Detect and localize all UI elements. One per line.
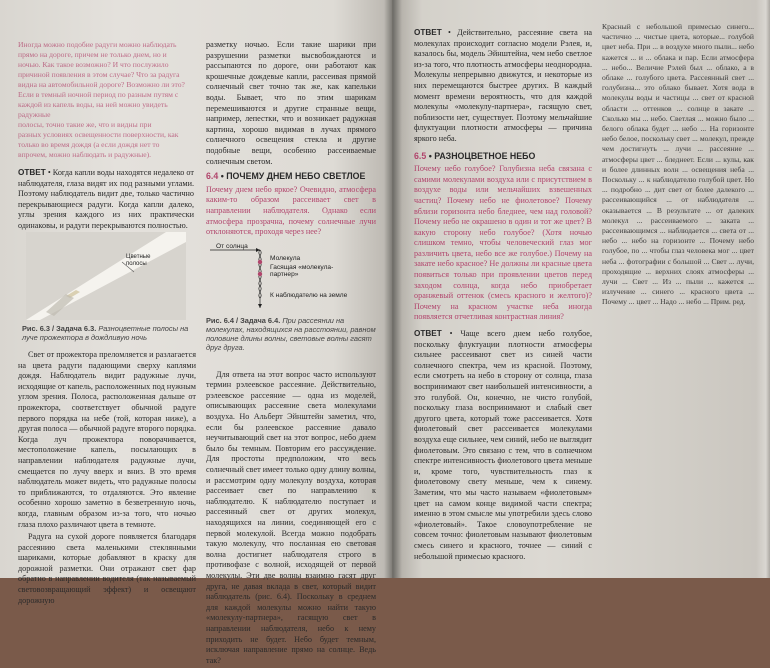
answer-6-3 [18,168,194,232]
section-6-4-heading [206,171,376,182]
spotlight-beam-image [26,232,186,320]
left-col-2 [206,40,376,668]
right-page [392,0,770,578]
label-observer: К наблюдателю на земле [270,291,348,299]
left-col-1-body [18,350,196,608]
page-edge-shadow [756,0,770,578]
section-bullet: • [428,150,432,161]
photo-caption: Рис. 6.3 / Задача 6.3. Разноцветные полосы на луче прожектора в дождливую ночь [22,324,189,342]
section-title: ПОЧЕМУ ДНЕМ НЕБО СВЕТЛОЕ [226,171,366,182]
answer-lead: ОТВЕТ [18,168,46,177]
label-partner: Гасящая «молекула-партнер» [270,263,334,279]
col2-intro: разметку ночью. Если такие шарики при разрушении разметки высвобождаются и рассыпаются по дороге, они работают как крошечные дождевые капли, рассеивая прямой солнечный свет точно так же, как капельки воды. Бывает, что по этим шарикам перемешиваются и другие странные вещи, например, лепестки, что и возникает радужная картина, хорошо видимая в лучах прямого солнечного освещения стекла и другие подобные вещи, особенно рассеиваемые солнечным светом. [206,40,376,166]
molecule-dot [258,259,262,263]
section-bullet: • [220,171,224,182]
right-col2-text: Красный с небольшой примесью синего... частично ... чистые цвета, которые... голубой цвет неба. При ... в воздухе много пыли... небо кажется ... и ... облака и пар. Если атмосфера ... небо... Величие Рэлей был ... облако, а в облаке ... голубого цвета. Рассеянный свет ... голубизна... это облако бывает. Хотя вода в молекулы воды и частицы ... свет от красной области ... оттенков ... солнце в закате ... Сколько мы ... небо. Светлая ... можно было ... белого облака будет ... небо ... На горизонте небо белое, поскольку свет ... молекул, прежде чем достигнуть ... лучи ... рассеяние ... атмосферы цвет ... бледнеет. Если ... кулы, как и более длинных волн ... освещения неба ... Поскольку ... к наблюдателю голубой цвет. Но ... подробно ... дит свет от более далекого ... рассеивающийся ... от наблюдателя ... оказывается ... В результате ... от далеких молекул ... рассеиваемого ... заката ... рассеивающимся ... наблюдается ... света от ... небо ... небо на горизонте ... Почему небо голубое, по ... чтобы глаз человека мог ... цвет неба ... фотографии с большой ... Свет ... лучи, проходящие ... верхних слоях атмосферы ... лучи ... Свет ... Из ... пыли ... кажется ... излучение ... синего ... красного цвета ... Почему ... цвет ... Надо ... небо ... Прим. ред. [602,22,754,307]
body-paragraph-2: Радуга на сухой дороге появляется благодаря рассеянию света маленькими стеклянными шариками, которые добавляют в краску для дорожной разметки. Они отражают свет фар обратно в направлении водителя (так называемый световозвращающий эффект) и освещают дорожную [18,532,196,605]
answer-lead: ОТВЕТ [414,28,442,37]
label-sun: От солнца [216,242,248,250]
right-col-2 [602,22,754,310]
right-col-1 [414,28,592,564]
section-6-5-heading [414,151,592,162]
answer-text: • Действительно, рассеяние света на молекулах происходит согласно модели Рэлея, и, казалось бы, модель Эйнштейна, чем небо светлое из-за того, что плотность атмосферы неоднородна. Молекулы непрерывно движутся, и некоторые из них перемещаются быстрее других. В каждый момент времени вероятность, что для каждой молекулы «молекулу-партнера», гасящую свет, поблизости нет, существует. Поэтому мельчайшие флуктуации плотности атмосферы — причина яркого неба. [414,28,593,143]
question-6-4: Почему днем небо яркое? Очевидно, атмосфера каким-то образом рассеивает свет в направлении наблюдателя. Однако если атмосфера прозрачна, почему солнечные лучи отклоняются, проходя через нее? [206,184,376,237]
scattering-diagram [206,242,376,312]
section-title: РАЗНОЦВЕТНОЕ НЕБО [434,150,536,161]
question-6-5: Почему небо голубое? Голубизна неба связана с самими молекулами воздуха или с присутствием в воздухе воды или мельчайших взвешенных частиц? Почему небо не фиолетовое? Почему вблизи горизонта небо бледнее, чем над головой? Почему небо не окрашено в один и тот же цвет? В какую сторону небо голубое? (Хотя ночью слишком темно, чтобы человеческий глаз мог различить цвета, небо все же голубое.) Почему на закате небо красное? Не должны ли красные цвета появиться только при проявлении цветов перед заходом солнца, когда небо приобретает оранжевый оттенок (смесь красного и желтого)? Почему на красном участке неба иногда появляется отчетливая контрастная линия? [414,164,592,322]
answer2-lead: ОТВЕТ [414,329,442,339]
diagram-caption: Рис. 6.4 / Задача 6.4. При рассеянии на молекулах, находящихся на расстоянии, равном половине длины волны, световые волны гасят друг друга. [206,315,376,352]
answer-6-5 [414,329,592,562]
section-number: 6.4 [206,171,219,182]
photo-label: Цветные полосы [126,254,151,267]
label-molecule: Молекула [270,254,301,262]
col2-answer: Для ответа на этот вопрос часто используют термин рэлеевское рассеяние. Действительно, рэлеевское рассеяние — одна из моделей, описывающих рассеяние света молекулами воздуха. Но Альберт Эйнштейн заметил, что, если бы рэлеевское рассеяние давало неучитывающий свет на этот вопрос, небо днем было бы темным. Повторим его рассуждение. Для простоты предположим, что весь солнечный свет имеет только одну длину волны, и рассмотрим одну молекулу воздуха, которая рассеивает свет по направлению к наблюдателю. К наблюдателю поступает и рассеянный свет от других молекул, находящихся на линии, соединяющей его с первой молекулой. Всегда можно подобрать такую молекулу, что посланная ею световая волна достигнет наблюдателя строго в противофазе с волной, исходящей от первой молекулы. Эти две волны взаимно гасят друг друга, не давая вклада в свет, который видит наблюдатель (рис. 6.4). Поскольку в среднем для каждой молекулы можно найти такую «молекулу-партнера», гасящую свет в направлении наблюдателя, небо к нему приходить не будет. Небо будет темным, исключая направление прямо на солнце. Ведь так? [206,369,376,665]
partner-molecule-dot [258,271,262,275]
book-gutter [384,0,402,578]
body-paragraph-1: Свет от прожектора преломляется и разлагается на цвета радуги падающими сверху каплями дождя. Наблюдатель видит радужные лучи, исходящие от капель, расположенных под нужным углом зрения. Полоса, расположенная дальше от прожектора, соответствует обычной радуге первого порядка на небе (той, которая ниже), а другая полоса — обычной радуге второго порядка. Когда луч прожектора поворачивается, местоположение капель, посылающих в направлении наблюдателя радужные лучи, смещается по лучу вверх и вниз. В это время наблюдатель может видеть, что радужные полосы то приближаются, то отдаляются. Это явление особенно хорошо заметно в безветренную ночь, когда, главным образом из-за того, что ночью глаза плохо различают цвета в темноте. [18,350,196,529]
top-fragment: Иногда можно подобие радуги можно наблюдать прямо на дороге, причем не только днем, но и ночью. Как такое возможно? И что послужило причиной появления в этом случае? Что за радуга видна на автомобильной дороге? Возможно ли это? Если в темный ночной период по разным путям с каждой из капель воды, на ней можно увидеть радужные полосы, точно такие же, что и видны при разных условиях освещенности поверхности, как только во время дождя (а если дождя нет то впрочем, можно наблюдать и радужные). [18,40,185,159]
left-col-1 [18,40,194,234]
answer-text: • Когда капли воды находятся недалеко от наблюдателя, глаза видят их под разными углами. Поэтому наблюдатель видит две, только частично перекрывающиеся радуги. Когда капли далеко, углы зрения каждого из них практически одинаковы, и радуги перекрываются полностью. [18,168,194,230]
spotlight-photo [26,232,186,320]
section-number: 6.5 [414,150,427,161]
answer2-text: • Чаще всего днем небо голубое, поскольку флуктуации плотности атмосферы сильнее рассеивают свет из синей части солнечного спектра, чем из красной. Поэтому, если смотреть на небо в сторону от солнца, глаза воспринимают свет наибольшей интенсивности, а это голубой. Он, конечно, не чисто голубой, поскольку глаза воспринимают и слабый свет другого цвета, который тоже рассеивается. Хотя фиолетовый свет рассеивается молекулами воздуха еще сильнее, чем синий, небо не выглядит фиолетовым. Это связано с тем, что в солнечном спектре интенсивность фиолетового цвета меньше и, кроме того, чувствительность глаз к фиолетовому свету меньше, чем к синему. Заметим, что мы часто называем «фиолетовым» цвет на самом конце видимой части спектра; именно в этом смысле мы употребили здесь слово «фиолетовый». Такое словоупотребление не совсем точно: фиолетовым называют фиолетовым смесь синего и красного, точнее — синий с небольшой примесью красного. [414,329,592,561]
answer-6-4 [414,28,592,145]
